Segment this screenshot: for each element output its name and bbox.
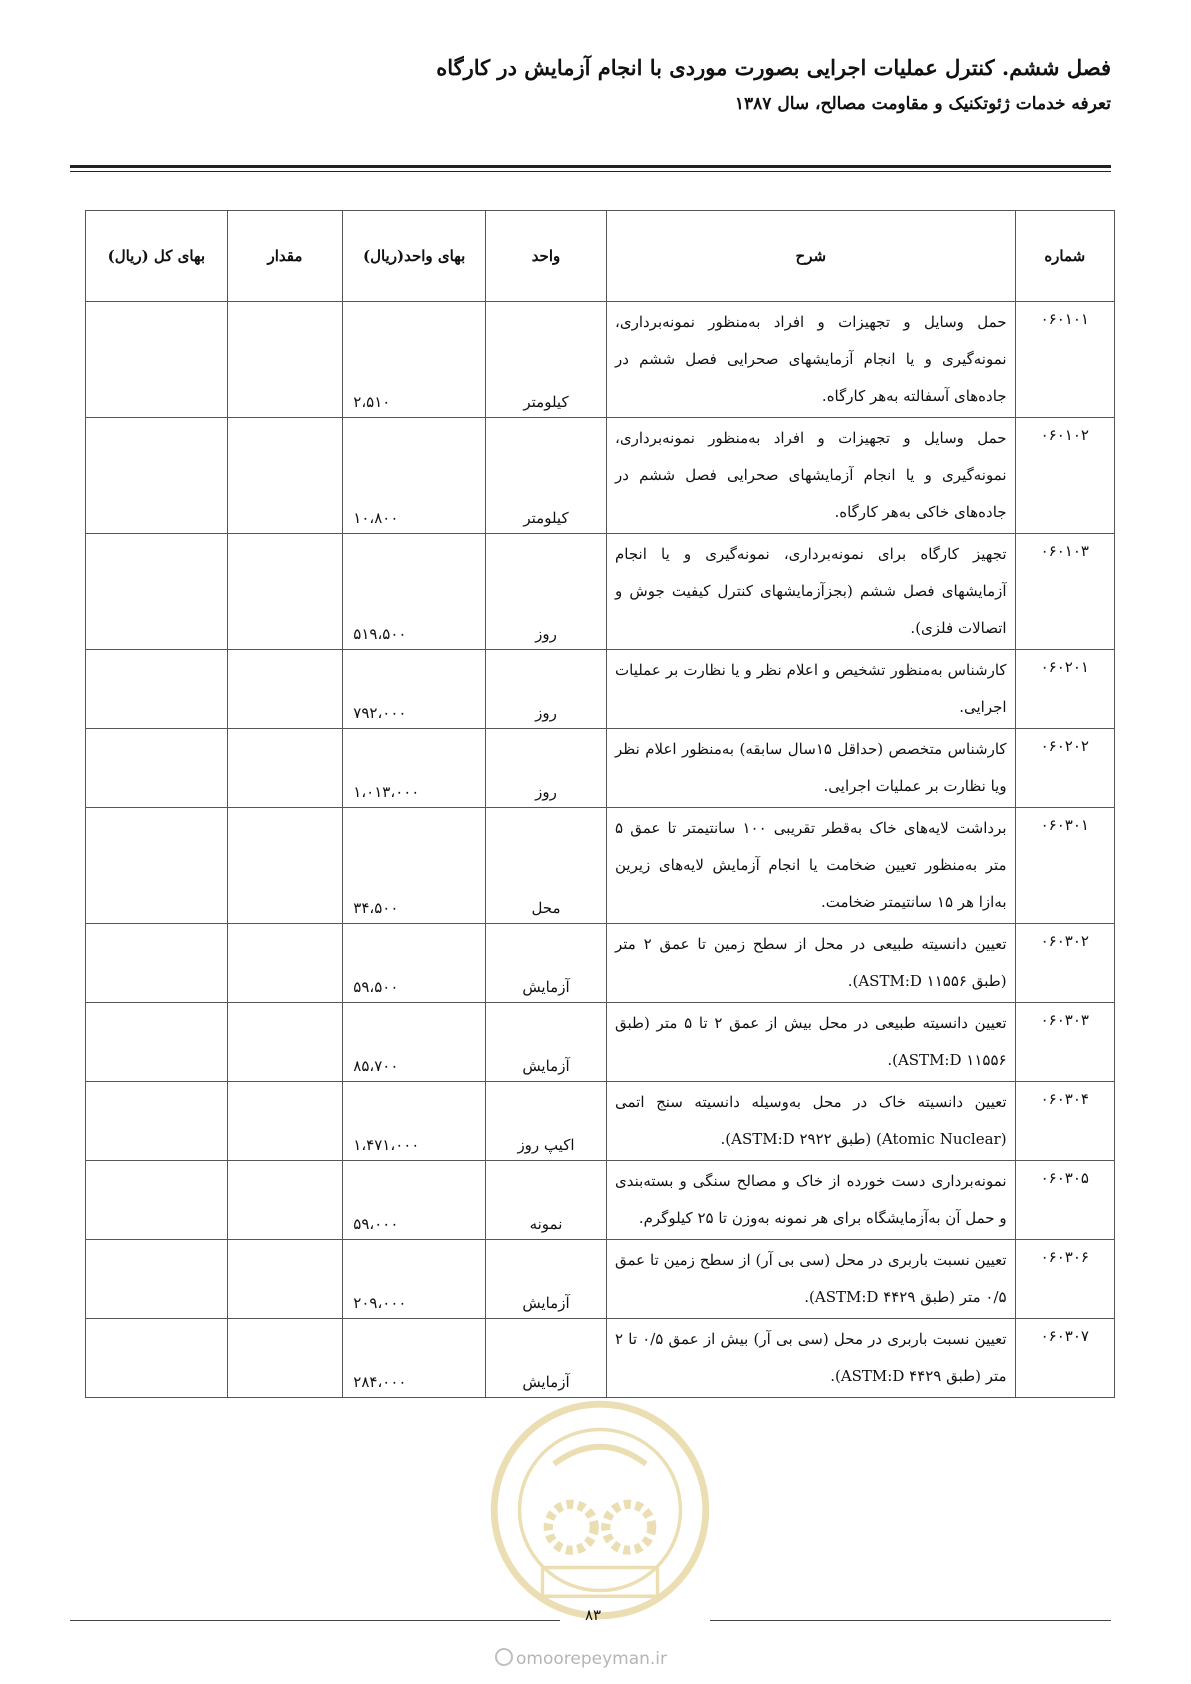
row-unit: آزمایش [485, 1003, 606, 1082]
row-code: ۰۶۰۱۰۱ [1015, 302, 1114, 418]
table-row [86, 650, 1115, 729]
row-unit: محل [485, 808, 606, 924]
table-row [86, 1319, 1115, 1398]
row-total-price [86, 729, 228, 808]
row-unit: آزمایش [485, 1240, 606, 1319]
table-row [86, 302, 1115, 418]
row-code: ۰۶۰۳۰۲ [1015, 924, 1114, 1003]
table-body [86, 302, 1115, 1398]
row-total-price [86, 1003, 228, 1082]
row-quantity [227, 1082, 343, 1161]
header-unit-price: بهای واحد(ریال) [343, 211, 486, 302]
row-unit-price: ۵۹،۰۰۰ [343, 1161, 486, 1240]
row-unit: نمونه [485, 1161, 606, 1240]
table-header-row [86, 211, 1115, 302]
row-quantity [227, 1161, 343, 1240]
row-description: برداشت لایه‌های خاک به‌قطر تقریبی ۱۰۰ سانتیمتر تا عمق ۵ متر به‌منظور تعیین ضخامت یا انجام آزمایش لایه‌های زیرین به‌ازا هر ۱۵ سانتیمتر ضخامت. [607, 808, 1016, 924]
row-quantity [227, 808, 343, 924]
row-total-price [86, 534, 228, 650]
page-number: ۸۳ [585, 1606, 602, 1624]
header-rule-thick [70, 165, 1111, 168]
row-code: ۰۶۰۱۰۲ [1015, 418, 1114, 534]
row-unit-price: ۲،۵۱۰ [343, 302, 486, 418]
row-quantity [227, 534, 343, 650]
header-description: شرح [607, 211, 1016, 302]
footer-rule-left [70, 1620, 560, 1621]
row-code: ۰۶۰۳۰۱ [1015, 808, 1114, 924]
row-quantity [227, 729, 343, 808]
row-description: کارشناس متخصص (حداقل ۱۵سال سابقه) به‌منظور اعلام نظر ویا نظارت بر عملیات اجرایی. [607, 729, 1016, 808]
row-total-price [86, 650, 228, 729]
row-quantity [227, 418, 343, 534]
row-quantity [227, 924, 343, 1003]
header-total-price: بهای کل (ریال) [86, 211, 228, 302]
row-unit-price: ۳۴،۵۰۰ [343, 808, 486, 924]
table-row [86, 1003, 1115, 1082]
row-total-price [86, 1319, 228, 1398]
row-description: تعیین نسبت باربری در محل (سی بی آر) بیش از عمق ۰/۵ تا ۲ متر (طبق ASTM:D ۴۴۲۹). [607, 1319, 1016, 1398]
row-quantity [227, 1240, 343, 1319]
table-row [86, 418, 1115, 534]
table-row [86, 924, 1115, 1003]
row-total-price [86, 302, 228, 418]
row-code: ۰۶۰۳۰۵ [1015, 1161, 1114, 1240]
table-row [86, 808, 1115, 924]
row-unit-price: ۸۵،۷۰۰ [343, 1003, 486, 1082]
row-unit-price: ۲۰۹،۰۰۰ [343, 1240, 486, 1319]
page-header [70, 55, 1111, 114]
row-code: ۰۶۰۳۰۶ [1015, 1240, 1114, 1319]
row-unit: اکیپ روز [485, 1082, 606, 1161]
row-unit: آزمایش [485, 924, 606, 1003]
row-unit: روز [485, 650, 606, 729]
row-unit: روز [485, 534, 606, 650]
row-quantity [227, 650, 343, 729]
row-description: کارشناس به‌منظور تشخیص و اعلام نظر و یا نظارت بر عملیات اجرایی. [607, 650, 1016, 729]
row-unit: کیلومتر [485, 418, 606, 534]
row-unit-price: ۱۰،۸۰۰ [343, 418, 486, 534]
header-unit: واحد [485, 211, 606, 302]
row-quantity [227, 1003, 343, 1082]
chapter-title: فصل ششم. کنترل عملیات اجرایی بصورت موردی با انجام آزمایش در کارگاه [436, 55, 1111, 80]
row-code: ۰۶۰۲۰۱ [1015, 650, 1114, 729]
at-icon [495, 1648, 513, 1666]
watermark [495, 1648, 667, 1669]
row-description: تجهیز کارگاه برای نمونه‌برداری، نمونه‌گیری و یا انجام آزمایشهای فصل ششم (بجزآزمایشهای کنترل کیفیت جوش و اتصالات فلزی). [607, 534, 1016, 650]
row-total-price [86, 924, 228, 1003]
tariff-table [85, 210, 1115, 1398]
row-description: تعیین دانسیته طبیعی در محل از سطح زمین تا عمق ۲ متر (طبق ASTM:D ۱۱۵۵۶). [607, 924, 1016, 1003]
row-unit-price: ۲۸۴،۰۰۰ [343, 1319, 486, 1398]
row-description: تعیین نسبت باربری در محل (سی بی آر) از سطح زمین تا عمق ۰/۵ متر (طبق ASTM:D ۴۴۲۹). [607, 1240, 1016, 1319]
row-total-price [86, 1240, 228, 1319]
row-total-price [86, 808, 228, 924]
row-unit-price: ۷۹۲،۰۰۰ [343, 650, 486, 729]
row-quantity [227, 1319, 343, 1398]
table-row [86, 1161, 1115, 1240]
row-code: ۰۶۰۱۰۳ [1015, 534, 1114, 650]
table-row [86, 729, 1115, 808]
row-quantity [227, 302, 343, 418]
row-unit-price: ۱،۰۱۳،۰۰۰ [343, 729, 486, 808]
table-row [86, 1082, 1115, 1161]
row-description: تعیین دانسیته طبیعی در محل بیش از عمق ۲ تا ۵ متر (طبق ASTM:D ۱۱۵۵۶). [607, 1003, 1016, 1082]
row-total-price [86, 418, 228, 534]
row-code: ۰۶۰۳۰۴ [1015, 1082, 1114, 1161]
table-row [86, 534, 1115, 650]
row-code: ۰۶۰۲۰۲ [1015, 729, 1114, 808]
table-row [86, 1240, 1115, 1319]
document-subtitle: تعرفه خدمات ژئوتکنیک و مقاومت مصالح، سال ۱۳۸۷ [734, 94, 1111, 114]
row-description: حمل وسایل و تجهیزات و افراد به‌منظور نمونه‌برداری، نمونه‌گیری و یا انجام آزمایشهای صحرایی فصل ششم در جاده‌های آسفالته به‌هر کارگاه. [607, 302, 1016, 418]
row-description: نمونه‌برداری دست خورده از خاک و مصالح سنگی و بسته‌بندی و حمل آن به‌آزمایشگاه برای هر نمونه به‌وزن تا ۲۵ کیلوگرم. [607, 1161, 1016, 1240]
row-unit-price: ۱،۴۷۱،۰۰۰ [343, 1082, 486, 1161]
row-code: ۰۶۰۳۰۷ [1015, 1319, 1114, 1398]
row-unit-price: ۵۱۹،۵۰۰ [343, 534, 486, 650]
row-unit: روز [485, 729, 606, 808]
row-unit: آزمایش [485, 1319, 606, 1398]
header-quantity: مقدار [227, 211, 343, 302]
seal-stamp-icon [485, 1395, 715, 1625]
row-description: حمل وسایل و تجهیزات و افراد به‌منظور نمونه‌برداری، نمونه‌گیری و یا انجام آزمایشهای صحرایی فصل ششم در جاده‌های خاکی به‌هر کارگاه. [607, 418, 1016, 534]
header-rule-thin [70, 171, 1111, 172]
row-total-price [86, 1161, 228, 1240]
row-unit-price: ۵۹،۵۰۰ [343, 924, 486, 1003]
row-code: ۰۶۰۳۰۳ [1015, 1003, 1114, 1082]
row-unit: کیلومتر [485, 302, 606, 418]
header-code: شماره [1015, 211, 1114, 302]
row-total-price [86, 1082, 228, 1161]
footer-rule-right [710, 1620, 1111, 1621]
row-description: تعیین دانسیته خاک در محل به‌وسیله دانسیته سنج اتمی (Atomic Nuclear) (طبق ASTM:D ۲۹۲۲). [607, 1082, 1016, 1161]
watermark-text: omoorepeyman.ir [516, 1649, 668, 1669]
